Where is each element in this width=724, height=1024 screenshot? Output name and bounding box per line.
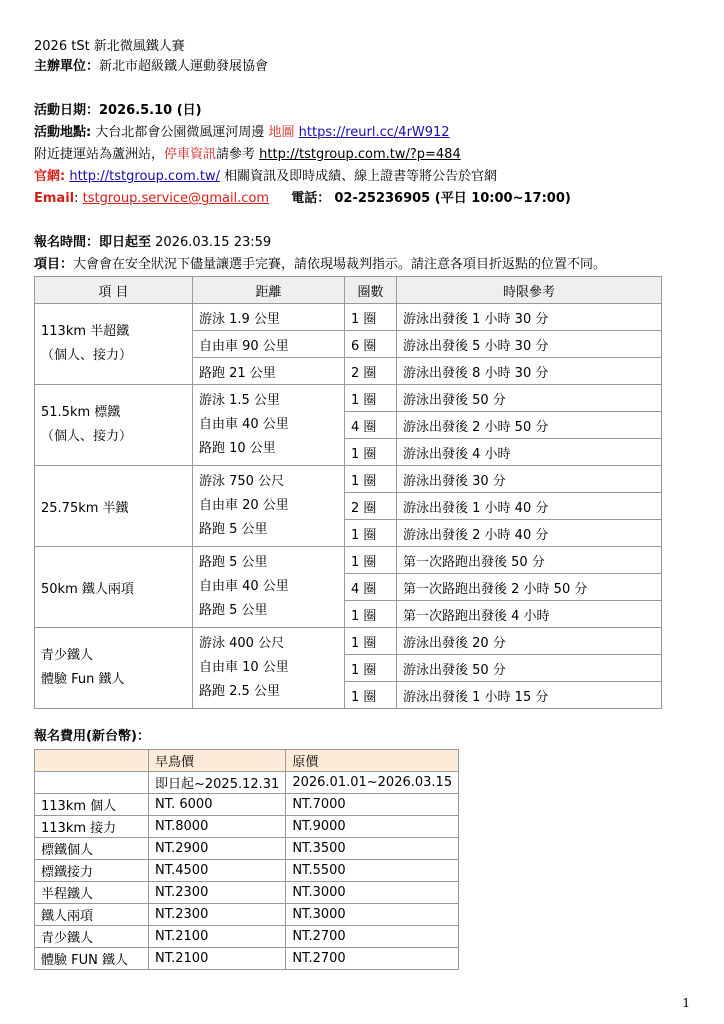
fee-header-cell: 原價 [286, 750, 459, 772]
website-note: 相關資訊及即時成績、線上證書等將公告於官網 [220, 169, 498, 184]
email-label: Email [34, 191, 75, 206]
distance-cell [193, 547, 345, 628]
distance-line: 自由車 40 公里 [199, 579, 289, 594]
limit-cell: 游泳出發後 50 分 [397, 385, 662, 412]
laps-cell: 1 圈 [345, 520, 397, 547]
limit-cell: 游泳出發後 5 小時 30 分 [397, 331, 662, 358]
table-row [35, 860, 459, 882]
parking-label: 停車資訊 [164, 147, 217, 162]
table-row [35, 547, 662, 574]
event-name-cell [35, 628, 193, 709]
contact-line: Email: tstgroup.service@gmail.com 電話： 02-25236905 (平日 10:00~17:00) [34, 191, 571, 206]
distance-cell [193, 628, 345, 709]
fee-early: NT.8000 [149, 816, 286, 838]
fee-early: NT.4500 [149, 860, 286, 882]
event-name: 51.5km 標鐵 [41, 405, 121, 420]
fees-period-row [35, 772, 459, 794]
table-row [35, 628, 662, 655]
limit-cell: 游泳出發後 8 小時 30 分 [397, 358, 662, 385]
limit-cell: 游泳出發後 1 小時 40 分 [397, 493, 662, 520]
fee-item: 青少鐵人 [35, 926, 149, 948]
transit-text: 附近捷運站為蘆洲站， [34, 147, 165, 162]
event-type: （個人、接力） [41, 348, 133, 363]
event-name-cell [35, 466, 193, 547]
organizer-line [34, 58, 268, 76]
location-value: 大台北都會公園微風運河周邊 [91, 125, 265, 140]
table-row [35, 466, 662, 493]
event-name-cell [35, 304, 193, 385]
laps-cell: 1 圈 [345, 601, 397, 628]
location-line [34, 124, 450, 142]
laps-cell: 4 圈 [345, 574, 397, 601]
table-row [35, 948, 459, 970]
event-name: 25.75km 半鐵 [41, 500, 129, 516]
phone-value: 02-25236905 (平日 10:00~17:00) [334, 191, 571, 206]
fee-regular: NT.2700 [286, 948, 459, 970]
fees-title: 報名費用(新台幣)： [34, 729, 150, 744]
date-line [34, 102, 202, 120]
event-name-cell [35, 547, 193, 628]
event-name: 50km 鐵人兩項 [41, 581, 134, 597]
laps-cell: 1 圈 [345, 304, 397, 331]
email-link[interactable]: tstgroup.service@gmail.com [82, 191, 270, 206]
events-header-row [35, 277, 662, 304]
header-cell: 時限參考 [397, 277, 662, 304]
header-cell: 圈數 [345, 277, 397, 304]
fee-item: 113km 個人 [35, 794, 149, 816]
limit-cell: 游泳出發後 2 小時 40 分 [397, 520, 662, 547]
fee-regular: NT.3500 [286, 838, 459, 860]
laps-cell: 1 圈 [345, 547, 397, 574]
fee-item: 標鐵接力 [35, 860, 149, 882]
fee-regular: NT.3000 [286, 882, 459, 904]
distance-line: 游泳 1.5 公里 [199, 393, 280, 408]
fee-period-cell: 即日起~2025.12.31 [149, 772, 286, 794]
events-table [34, 276, 662, 709]
fee-item: 113km 接力 [35, 816, 149, 838]
laps-cell: 1 圈 [345, 385, 397, 412]
phone-label: 電話： [291, 191, 331, 206]
fees-table [34, 749, 459, 970]
registration-time-value: 2026.03.15 23:59 [151, 235, 272, 250]
date-value: 2026.5.10 (日) [99, 103, 202, 118]
limit-cell: 游泳出發後 20 分 [397, 628, 662, 655]
laps-cell: 1 圈 [345, 655, 397, 682]
fee-item: 半程鐵人 [35, 882, 149, 904]
fee-regular: NT.5500 [286, 860, 459, 882]
fee-item: 鐵人兩項 [35, 904, 149, 926]
items-label: 項目： [34, 257, 74, 272]
website-link[interactable]: http://tstgroup.com.tw/ [69, 169, 221, 184]
distance-cell [193, 466, 345, 547]
page-number: 1 [682, 996, 690, 1010]
limit-cell: 游泳出發後 4 小時 [397, 439, 662, 466]
limit-cell: 游泳出發後 1 小時 30 分 [397, 304, 662, 331]
fee-regular: NT.9000 [286, 816, 459, 838]
distance-line: 路跑 5 公里 [199, 555, 268, 570]
fee-regular: NT.3000 [286, 904, 459, 926]
items-note: 大會會在安全狀況下儘量讓選手完賽，請依現場裁判指示。請注意各項目折返點的位置不同。 [73, 257, 607, 272]
laps-cell: 2 圈 [345, 493, 397, 520]
laps-cell: 1 圈 [345, 439, 397, 466]
organizer-label: 主辦單位： [34, 59, 100, 74]
distance-cell [193, 385, 345, 466]
event-name: 113km 半超鐵 [41, 324, 130, 339]
table-row [35, 838, 459, 860]
event-name: 體驗 Fun 鐵人 [41, 672, 125, 687]
website-line [34, 168, 497, 186]
table-row [35, 794, 459, 816]
table-row [35, 385, 662, 412]
organizer-value: 新北市超級鐵人運動發展協會 [99, 59, 269, 74]
distance-cell: 自由車 90 公里 [193, 331, 345, 358]
fee-early: NT.2100 [149, 926, 286, 948]
distance-line: 自由車 10 公里 [199, 660, 289, 675]
fee-early: NT.2900 [149, 838, 286, 860]
table-row [35, 304, 662, 331]
fee-early: NT.2300 [149, 882, 286, 904]
date-label: 活動日期： [34, 103, 100, 118]
header-cell: 項 目 [35, 277, 193, 304]
fee-early: NT.2300 [149, 904, 286, 926]
table-row [35, 904, 459, 926]
laps-cell: 1 圈 [345, 628, 397, 655]
fee-item: 標鐵個人 [35, 838, 149, 860]
limit-cell: 游泳出發後 2 小時 50 分 [397, 412, 662, 439]
items-line [34, 256, 606, 274]
fee-regular: NT.2700 [286, 926, 459, 948]
fee-period-cell [35, 772, 149, 794]
location-label: 活動地點: [34, 125, 92, 140]
fee-header-cell [35, 750, 149, 772]
map-label: 地圖 [268, 125, 295, 140]
fee-header-cell: 早鳥價 [149, 750, 286, 772]
laps-cell: 6 圈 [345, 331, 397, 358]
transit-line [34, 146, 461, 164]
distance-cell: 游泳 1.9 公里 [193, 304, 345, 331]
limit-cell: 游泳出發後 30 分 [397, 466, 662, 493]
distance-line: 路跑 10 公里 [199, 441, 276, 456]
distance-cell: 路跑 21 公里 [193, 358, 345, 385]
table-row [35, 816, 459, 838]
parking-link[interactable]: http://tstgroup.com.tw/?p=484 [259, 147, 461, 162]
distance-line: 游泳 750 公尺 [199, 474, 285, 489]
event-type: （個人、接力） [41, 429, 133, 444]
map-link[interactable]: https://reurl.cc/4rW912 [298, 125, 450, 140]
distance-line: 自由車 20 公里 [199, 498, 289, 513]
event-name: 青少鐵人 [41, 648, 94, 663]
distance-line: 路跑 2.5 公里 [199, 684, 280, 699]
limit-cell: 游泳出發後 1 小時 15 分 [397, 682, 662, 709]
fees-header-row [35, 750, 459, 772]
laps-cell: 1 圈 [345, 466, 397, 493]
registration-time-line [34, 234, 271, 252]
fee-early: NT. 6000 [149, 794, 286, 816]
distance-line: 游泳 400 公尺 [199, 636, 285, 651]
distance-line: 自由車 40 公里 [199, 417, 289, 432]
fee-period-cell: 2026.01.01~2026.03.15 [286, 772, 459, 794]
header-cell: 距離 [193, 277, 345, 304]
fee-item: 體驗 FUN 鐵人 [35, 948, 149, 970]
registration-time-label: 報名時間：即日起至 [34, 235, 152, 250]
parking-mid: 請參考 [216, 147, 260, 162]
fee-regular: NT.7000 [286, 794, 459, 816]
limit-cell: 第一次路跑出發後 50 分 [397, 547, 662, 574]
distance-line: 路跑 5 公里 [199, 603, 268, 618]
limit-cell: 第一次路跑出發後 4 小時 [397, 601, 662, 628]
limit-cell: 第一次路跑出發後 2 小時 50 分 [397, 574, 662, 601]
laps-cell: 2 圈 [345, 358, 397, 385]
event-name-cell [35, 385, 193, 466]
document-title: 2026 tSt 新北微風鐵人賽 [34, 39, 185, 54]
laps-cell: 4 圈 [345, 412, 397, 439]
table-row [35, 926, 459, 948]
laps-cell: 1 圈 [345, 682, 397, 709]
website-label: 官網: [34, 169, 66, 184]
distance-line: 路跑 5 公里 [199, 522, 268, 537]
table-row [35, 882, 459, 904]
limit-cell: 游泳出發後 50 分 [397, 655, 662, 682]
fee-early: NT.2100 [149, 948, 286, 970]
